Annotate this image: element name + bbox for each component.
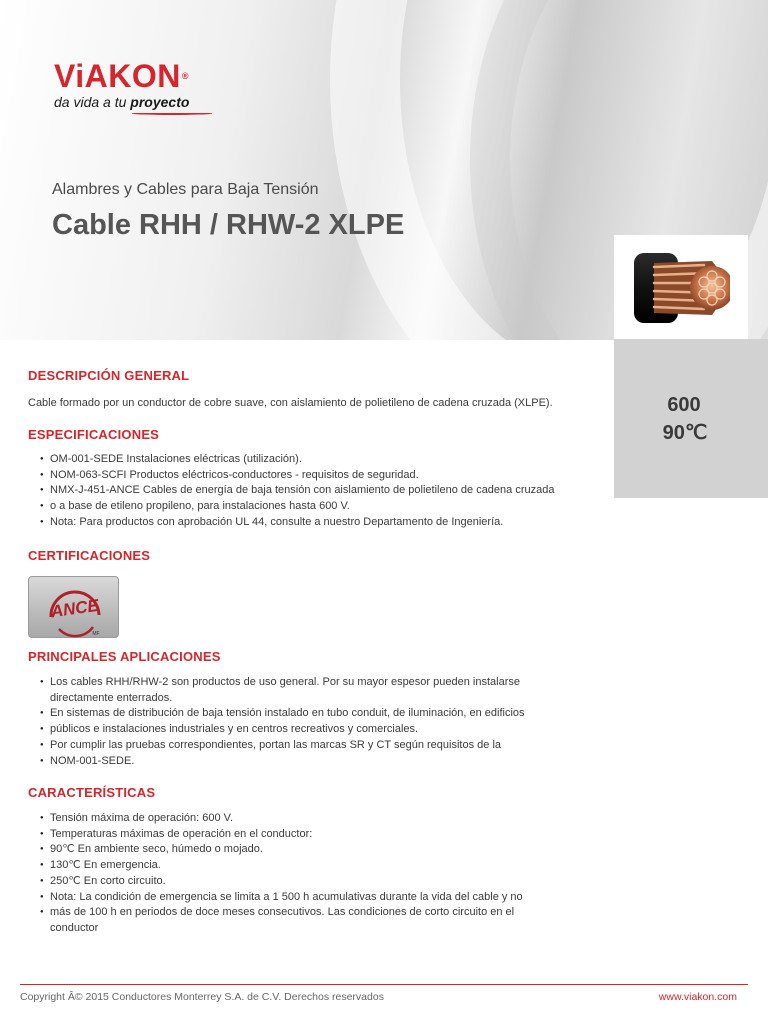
list-item: ● o a base de etileno propileno, para instalaciones hasta 600 V. — [40, 499, 560, 515]
list-item: ● públicos e instalaciones industriales y en centros recreativos y comerciales. — [40, 722, 560, 738]
viakon-logo[interactable] — [54, 58, 189, 110]
list-item: ● Por cumplir las pruebas correspondientes, portan las marcas SR y CT según requisitos de la — [40, 738, 560, 754]
especificaciones-list — [40, 452, 560, 531]
footer-copyright: Copyright Â© 2015 Conductores Monterrey S.A. de C.V. Derechos reservados — [20, 991, 384, 1003]
ance-badge-subtext: MF — [92, 631, 100, 637]
list-item: ● 90℃ En ambiente seco, húmedo o mojado. — [40, 842, 560, 858]
section-title-caracteristicas: CARACTERÍSTICAS — [28, 785, 156, 800]
section-title-aplicaciones: PRINCIPALES APLICACIONES — [28, 649, 221, 664]
product-photo — [614, 235, 748, 339]
list-item: ● Nota: La condición de emergencia se limita a 1 500 h acumulativas durante la vida del cable y no — [40, 890, 560, 906]
list-item: conductor — [50, 921, 99, 934]
ance-certification-badge — [28, 576, 119, 638]
spec-summary-box — [614, 339, 768, 498]
list-item: ● Nota: Para productos con aprobación UL 44, consulte a nuestro Departamento de Ingeniería. — [40, 515, 560, 531]
list-item: ● 130℃ En emergencia. — [40, 858, 560, 874]
list-item: ● más de 100 h en periodos de doce meses consecutivos. Las condiciones de corto circuito en el — [40, 905, 560, 921]
logo-swoosh — [132, 112, 212, 115]
list-item: ● 250℃ En corto circuito. — [40, 874, 560, 890]
list-item: ● OM-001-SEDE Instalaciones eléctricas (utilización). — [40, 452, 560, 468]
ance-badge-text: ANCE — [49, 595, 100, 622]
list-item: ● Los cables RHH/RHW-2 son productos de uso general. Por su mayor espesor pueden instalarse — [40, 675, 560, 691]
page-title: Cable RHH / RHW-2 XLPE — [52, 209, 405, 241]
logo-tagline: da vida a tu proyecto — [54, 94, 190, 110]
list-item: ● NMX-J-451-ANCE Cables de energía de baja tensión con aislamiento de polietileno de cadena cruzada — [40, 483, 560, 499]
list-item: directamente enterrados. — [50, 691, 173, 704]
section-title-certificaciones: CERTIFICACIONES — [28, 548, 151, 563]
list-item: ● Temperaturas máximas de operación en el conductor: — [40, 827, 560, 843]
temperature-rating: 90℃ — [662, 422, 708, 444]
caracteristicas-list — [40, 811, 560, 937]
list-item: ● NOM-063-SCFI Productos eléctricos-conductores - requisitos de seguridad. — [40, 468, 560, 484]
list-item: ● En sistemas de distribución de baja tensión instalado en tubo conduit, de iluminación, en edificios — [40, 706, 560, 722]
ance-logo-icon — [29, 577, 120, 639]
page-subtitle: Alambres y Cables para Baja Tensión — [52, 181, 319, 198]
section-title-especificaciones: ESPECIFICACIONES — [28, 427, 160, 442]
list-item: ● Tensión máxima de operación: 600 V. — [40, 811, 560, 827]
cable-cross-section-image — [634, 247, 730, 327]
aplicaciones-list — [40, 675, 560, 769]
voltage-rating: 600 — [667, 394, 701, 416]
logo-wordmark: ViAKON® — [54, 58, 190, 94]
list-item: ● NOM-001-SEDE. — [40, 754, 560, 770]
section-title-descripcion: DESCRIPCIÓN GENERAL — [28, 368, 190, 383]
descripcion-text: Cable formado por un conductor de cobre suave, con aislamiento de polietileno de cadena cruzada (XLPE). — [28, 397, 553, 409]
footer-divider — [20, 984, 748, 985]
website-link[interactable]: www.viakon.com — [658, 991, 737, 1003]
